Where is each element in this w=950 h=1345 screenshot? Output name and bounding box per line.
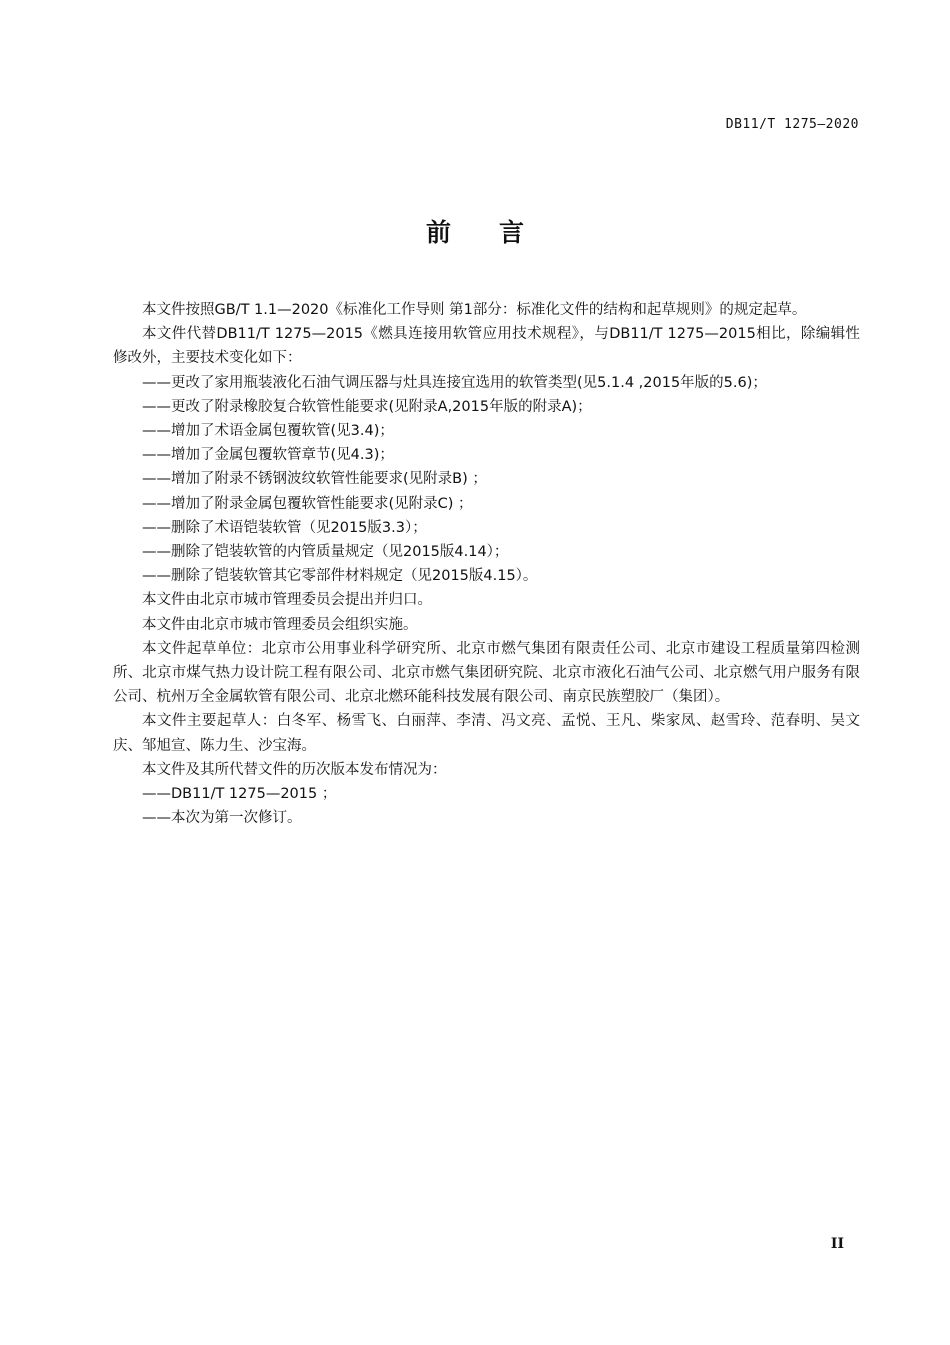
history-item: ——本次为第一次修订。 bbox=[142, 810, 302, 827]
change-item: ——更改了家用瓶装液化石油气调压器与灶具连接宜选用的软管类型(见5.1.4 ,2015年版的5.6)； bbox=[142, 374, 767, 391]
paragraph-implementer: 本文件由北京市城市管理委员会组织实施。 bbox=[142, 616, 418, 633]
paragraph-history-intro: 本文件及其所代替文件的历次版本发布情况为： bbox=[142, 761, 447, 778]
document-body bbox=[113, 298, 860, 830]
change-item: ——删除了术语铠装软管（见2015版3.3）； bbox=[142, 519, 427, 536]
change-item: ——更改了附录橡胶复合软管性能要求(见附录A,2015年版的附录A)； bbox=[142, 398, 592, 415]
change-item: ——增加了金属包覆软管章节(见4.3)； bbox=[142, 447, 394, 464]
change-item: ——删除了铠装软管其它零部件材料规定（见2015版4.15）。 bbox=[142, 568, 538, 585]
paragraph-proposer: 本文件由北京市城市管理委员会提出并归口。 bbox=[142, 592, 432, 609]
page-number: II bbox=[830, 1236, 844, 1252]
paragraph-drafting-basis: 本文件按照GB/T 1.1—2020《标准化工作导则 第1部分：标准化文件的结构和起草规则》的规定起草。 bbox=[142, 302, 807, 318]
history-item: ——DB11/T 1275—2015 ； bbox=[142, 786, 337, 803]
paragraph-replacement: 本文件代替DB11/T 1275—2015《燃具连接用软管应用技术规程》，与DB11/T 1275—2015相比，除编辑性修改外，主要技术变化如下： bbox=[113, 326, 860, 367]
change-item: ——删除了铠装软管的内管质量规定（见2015版4.14）； bbox=[142, 544, 509, 561]
page-title: 前言 bbox=[425, 218, 572, 247]
paragraph-drafting-units: 本文件起草单位：北京市公用事业科学研究所、北京市燃气集团有限责任公司、北京市建设工程质量第四检测所、北京市煤气热力设计院工程有限公司、北京市燃气集团研究院、北京市液化石油气公司、北京燃气用户服务有限公司、杭州万全金属软管有限公司、北京北燃环能科技发展有限公司、南京民族塑胶厂（集团）。 bbox=[113, 640, 860, 706]
document-code: DB11/T 1275—2020 bbox=[725, 117, 859, 132]
change-item: ——增加了附录不锈钢波纹软管性能要求(见附录B) ； bbox=[142, 471, 487, 488]
paragraph-drafters: 本文件主要起草人：白冬军、杨雪飞、白丽萍、李清、冯文亮、孟悦、王凡、柴家凤、赵雪玲、范春明、吴文庆、邹旭宣、陈力生、沙宝海。 bbox=[113, 713, 860, 754]
change-item: ——增加了术语金属包覆软管(见3.4)； bbox=[142, 423, 394, 440]
change-item: ——增加了附录金属包覆软管性能要求(见附录C) ； bbox=[142, 495, 473, 512]
